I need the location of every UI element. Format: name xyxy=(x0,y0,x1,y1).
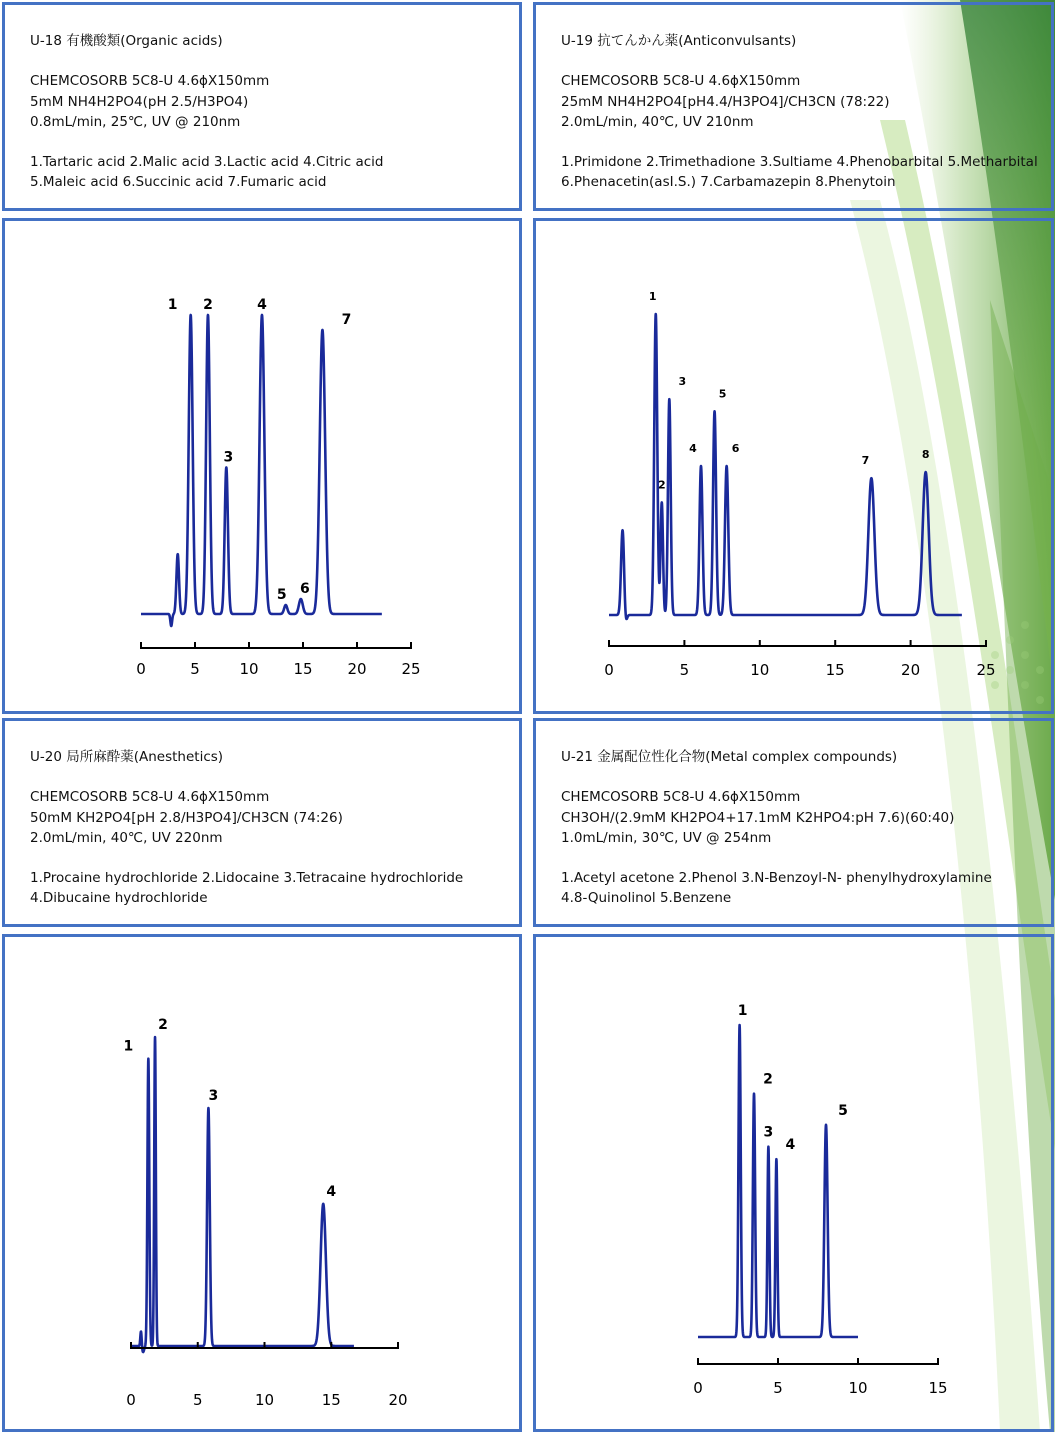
peak-label: 7 xyxy=(341,311,352,328)
x-tick-label: 5 xyxy=(190,660,200,678)
chart-panel-u20 xyxy=(2,934,522,1432)
chromatogram-trace xyxy=(609,314,962,619)
x-tick-label: 5 xyxy=(773,1379,783,1397)
x-tick-label: 0 xyxy=(126,1391,136,1409)
x-tick-label: 25 xyxy=(401,660,421,678)
mobile-phase: 5mM NH4H2PO4(pH 2.5/H3PO4) xyxy=(30,93,249,110)
compound-list-line2: 5.Maleic acid 6.Succinic acid 7.Fumaric acid xyxy=(30,174,327,191)
peak-label: 3 xyxy=(223,449,234,466)
compound-list-line2: 4.Dibucaine hydrochloride xyxy=(30,890,208,907)
x-tick-label: 5 xyxy=(192,1391,203,1409)
info-panel-u20 xyxy=(2,718,522,927)
panel-title: U-20 局所麻酔薬(Anesthetics) xyxy=(30,749,224,765)
chromatogram-u20 xyxy=(5,937,519,1429)
chromatogram-u18 xyxy=(5,221,519,711)
run-conditions: 2.0mL/min, 40℃, UV 210nm xyxy=(561,113,754,130)
compound-list-line2: 4.8-Quinolinol 5.Benzene xyxy=(561,890,732,907)
mobile-phase: CH3OH/(2.9mM KH2PO4+17.1mM K2HPO4:pH 7.6)(60:40) xyxy=(561,809,955,826)
chromatogram-trace xyxy=(141,315,382,626)
x-tick-label: 0 xyxy=(693,1379,703,1397)
peak-label: 5 xyxy=(718,387,727,401)
x-tick-label: 10 xyxy=(848,1379,868,1397)
compound-list-line1: 1.Tartaric acid 2.Malic acid 3.Lactic acid 4.Citric acid xyxy=(30,154,384,171)
info-panel-u18 xyxy=(2,2,522,211)
peak-label: 8 xyxy=(921,448,930,462)
column-spec: CHEMCOSORB 5C8-U 4.6ϕX150mm xyxy=(561,789,801,806)
chromatogram-trace xyxy=(698,1025,858,1337)
compound-list-line1: 1.Primidone 2.Trimethadione 3.Sultiame 4.Phenobarbital 5.Metharbital xyxy=(561,154,1038,171)
column-spec: CHEMCOSORB 5C8-U 4.6ϕX150mm xyxy=(30,73,270,90)
chromatogram-trace xyxy=(131,1037,354,1352)
run-conditions: 2.0mL/min, 40℃, UV 220nm xyxy=(30,829,223,846)
peak-label: 5 xyxy=(276,587,287,604)
run-conditions: 0.8mL/min, 25℃, UV @ 210nm xyxy=(30,113,241,130)
chromatogram-u21 xyxy=(536,937,1051,1429)
peak-label: 6 xyxy=(731,442,740,456)
compound-list-line2: 6.Phenacetin(asI.S.) 7.Carbamazepin 8.Phenytoin xyxy=(561,174,896,191)
peak-label: 3 xyxy=(763,1124,774,1141)
column-spec: CHEMCOSORB 5C8-U 4.6ϕX150mm xyxy=(30,789,270,806)
panel-title: U-21 金属配位性化合物(Metal complex compounds) xyxy=(561,749,898,765)
chart-panel-u19 xyxy=(533,218,1054,714)
peak-label: 6 xyxy=(299,581,310,598)
info-panel-u21 xyxy=(533,718,1054,927)
mobile-phase: 25mM NH4H2PO4[pH4.4/H3PO4]/CH3CN (78:22) xyxy=(561,93,890,110)
run-conditions: 1.0mL/min, 30℃, UV @ 254nm xyxy=(561,829,772,846)
peak-label: 5 xyxy=(838,1102,848,1119)
x-tick-label: 10 xyxy=(254,1391,275,1409)
mobile-phase: 50mM KH2PO4[pH 2.8/H3PO4]/CH3CN (74:26) xyxy=(30,809,343,826)
peak-label: 3 xyxy=(208,1088,219,1105)
peak-label: 1 xyxy=(167,297,178,313)
x-tick-label: 15 xyxy=(825,661,845,679)
x-tick-label: 20 xyxy=(388,1391,408,1409)
compound-list-line1: 1.Acetyl acetone 2.Phenol 3.N-Benzoyl-N- phenylhydroxylamine xyxy=(561,870,992,887)
x-tick-label: 20 xyxy=(901,661,921,679)
x-tick-label: 15 xyxy=(321,1391,341,1409)
peak-label: 4 xyxy=(257,297,267,313)
peak-label: 4 xyxy=(785,1137,796,1154)
peak-label: 4 xyxy=(326,1183,337,1200)
peak-label: 1 xyxy=(737,1003,748,1019)
peak-label: 2 xyxy=(657,478,666,492)
x-tick-label: 10 xyxy=(750,661,770,679)
peak-label: 4 xyxy=(689,442,697,456)
info-panel-u19 xyxy=(533,2,1054,211)
panel-title: U-18 有機酸類(Organic acids) xyxy=(30,33,223,49)
x-tick-label: 5 xyxy=(679,661,690,679)
peak-label: 1 xyxy=(648,290,657,304)
chart-panel-u18 xyxy=(2,218,522,714)
peak-label: 3 xyxy=(678,375,687,389)
x-tick-label: 0 xyxy=(604,661,614,679)
x-tick-label: 15 xyxy=(293,660,313,678)
x-tick-label: 25 xyxy=(976,661,996,679)
chromatogram-u19 xyxy=(536,221,1051,711)
peak-label: 2 xyxy=(203,297,213,313)
peak-label: 1 xyxy=(123,1038,134,1055)
x-tick-label: 10 xyxy=(239,660,259,678)
panel-title: U-19 抗てんかん薬(Anticonvulsants) xyxy=(561,33,797,49)
peak-label: 2 xyxy=(158,1017,168,1033)
x-tick-label: 20 xyxy=(347,660,367,678)
x-tick-label: 15 xyxy=(928,1379,948,1397)
x-tick-label: 0 xyxy=(136,660,146,678)
chart-panel-u21 xyxy=(533,934,1054,1432)
peak-label: 7 xyxy=(861,454,870,468)
compound-list-line1: 1.Procaine hydrochloride 2.Lidocaine 3.Tetracaine hydrochloride xyxy=(30,870,464,887)
peak-label: 2 xyxy=(763,1071,773,1088)
column-spec: CHEMCOSORB 5C8-U 4.6ϕX150mm xyxy=(561,73,801,90)
